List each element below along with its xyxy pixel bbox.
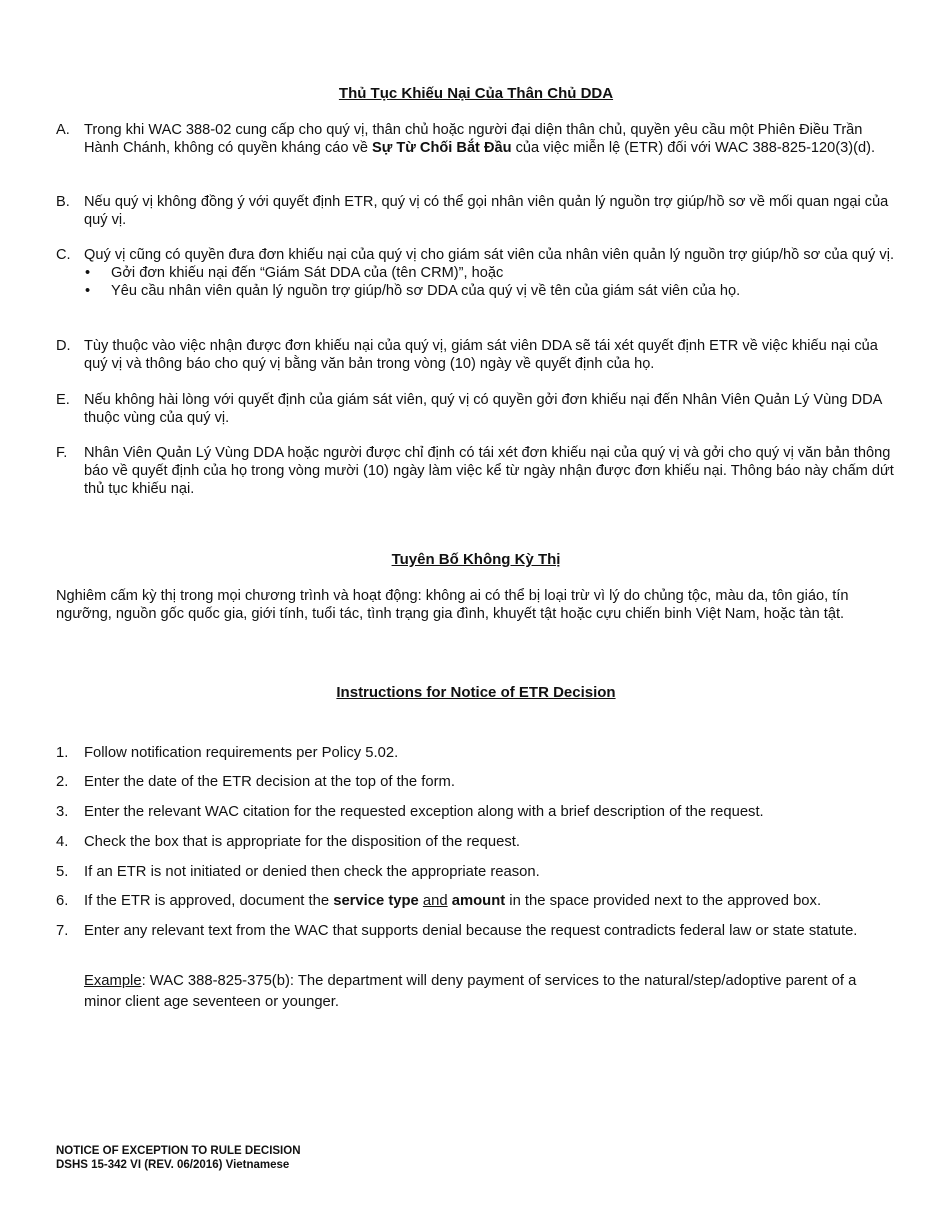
instruction-step-2 bbox=[56, 772, 896, 793]
nondiscrimination-title: Tuyên Bố Không Kỳ Thị bbox=[391, 551, 561, 568]
complaint-item-d bbox=[56, 337, 896, 373]
instruction-step-5 bbox=[56, 862, 896, 883]
step-text: If the ETR is approved, document the service type and amount in the space provided next to the approved box. bbox=[84, 893, 822, 909]
step-number: 2. bbox=[56, 774, 69, 790]
complaint-item-f bbox=[56, 444, 896, 498]
item-letter: A. bbox=[56, 122, 70, 138]
item-letter: E. bbox=[56, 392, 70, 408]
step-number: 5. bbox=[56, 864, 69, 880]
step-text: Check the box that is appropriate for the disposition of the request. bbox=[84, 834, 520, 850]
list-item: • Yêu cầu nhân viên quản lý nguồn trợ giúp/hồ sơ DDA của quý vị về tên của giám sát viên của họ. bbox=[85, 283, 741, 299]
list-item: • Gởi đơn khiếu nại đến “Giám Sát DDA của (tên CRM)”, hoặc bbox=[85, 265, 504, 281]
instruction-step-4 bbox=[56, 832, 896, 853]
instruction-step-3 bbox=[56, 802, 896, 823]
example-label: Example bbox=[84, 973, 142, 989]
step-number: 3. bbox=[56, 804, 69, 820]
item-text: Nếu quý vị không đồng ý với quyết định ETR, quý vị có thể gọi nhân viên quản lý nguồn trợ giúp/hồ sơ về mối quan ngại của quý vị. bbox=[84, 194, 889, 228]
example-text: : WAC 388-825-375(b): The department will deny payment of services to the natural/step/adoptive parent of a minor client age seventeen or younger. bbox=[84, 973, 857, 1010]
form-footer bbox=[56, 1144, 301, 1172]
step-text: Enter the date of the ETR decision at the top of the form. bbox=[84, 774, 455, 790]
item-text: Trong khi WAC 388-02 cung cấp cho quý vị, thân chủ hoặc người đại diện thân chủ, quyền yêu cầu một Phiên Điều Trần Hành Chánh, không có quyền kháng cáo về Sự Từ Chối Bắt Đầu của việc miễn lệ (ETR) đối với WAC 388-825-120(3)(d). bbox=[84, 122, 876, 156]
step-text: If an ETR is not initiated or denied then check the appropriate reason. bbox=[84, 864, 540, 880]
item-letter: B. bbox=[56, 194, 70, 210]
step-number: 7. bbox=[56, 923, 69, 939]
complaint-title: Thủ Tục Khiếu Nại Của Thân Chủ DDA bbox=[338, 85, 614, 102]
item-text: Nhân Viên Quản Lý Vùng DDA hoặc người được chỉ định có tái xét đơn khiếu nại của quý vị và gởi cho quý vị văn bản thông báo về quyết định của họ trong vòng mười (10) ngày làm việc kể từ ngày nhận được đơn khiếu nại. Thông báo này chấm dứt thủ tục khiếu nại. bbox=[84, 445, 894, 497]
step-number: 1. bbox=[56, 745, 69, 761]
step-text: Follow notification requirements per Policy 5.02. bbox=[84, 745, 399, 761]
item-letter: C. bbox=[56, 247, 71, 263]
item-text: Tùy thuộc vào việc nhận được đơn khiếu nại của quý vị, giám sát viên DDA sẽ tái xét quyết định ETR về việc khiếu nại của quý vị và thông báo cho quý vị bằng văn bản trong vòng (10) ngày về quyết định của họ. bbox=[84, 338, 878, 372]
nondiscrimination-text: Nghiêm cấm kỳ thị trong mọi chương trình và hoạt động: không ai có thể bị loại trừ vì lý do chủng tộc, màu da, tôn giáo, tín ngưỡng, nguồn gốc quốc gia, giới tính, tuổi tác, tình trạng gia đình, khuyết tật hoặc cựu chiến binh Việt Nam, hoặc tàn tật. bbox=[56, 588, 849, 622]
instruction-step-6 bbox=[56, 891, 896, 912]
form-title: NOTICE OF EXCEPTION TO RULE DECISION bbox=[56, 1145, 301, 1157]
item-letter: F. bbox=[56, 445, 68, 461]
form-number: DSHS 15-342 VI (REV. 06/2016) Vietnamese bbox=[56, 1159, 290, 1171]
item-text: Quý vị cũng có quyền đưa đơn khiếu nại của quý vị cho giám sát viên của nhân viên quản lý nguồn trợ giúp/hồ sơ của quý vị. bbox=[84, 247, 895, 263]
instruction-step-1 bbox=[56, 743, 896, 764]
complaint-item-c bbox=[56, 246, 896, 300]
item-letter: D. bbox=[56, 338, 71, 354]
instruction-step-7 bbox=[56, 921, 896, 942]
step-text: Enter any relevant text from the WAC that supports denial because the request contradicts federal law or state statute. bbox=[84, 923, 858, 939]
bullet-list bbox=[84, 264, 896, 300]
item-text: Nếu không hài lòng với quyết định của giám sát viên, quý vị có quyền gởi đơn khiếu nại đến Nhân Viên Quản Lý Vùng DDA thuộc vùng của quý vị. bbox=[84, 392, 882, 426]
step-number: 6. bbox=[56, 893, 69, 909]
instruction-example bbox=[84, 971, 896, 1013]
complaint-item-a bbox=[56, 121, 896, 157]
instructions-title: Instructions for Notice of ETR Decision bbox=[336, 684, 616, 701]
complaint-item-b bbox=[56, 193, 896, 229]
step-number: 4. bbox=[56, 834, 69, 850]
step-text: Enter the relevant WAC citation for the requested exception along with a brief description of the request. bbox=[84, 804, 764, 820]
complaint-item-e bbox=[56, 391, 896, 427]
